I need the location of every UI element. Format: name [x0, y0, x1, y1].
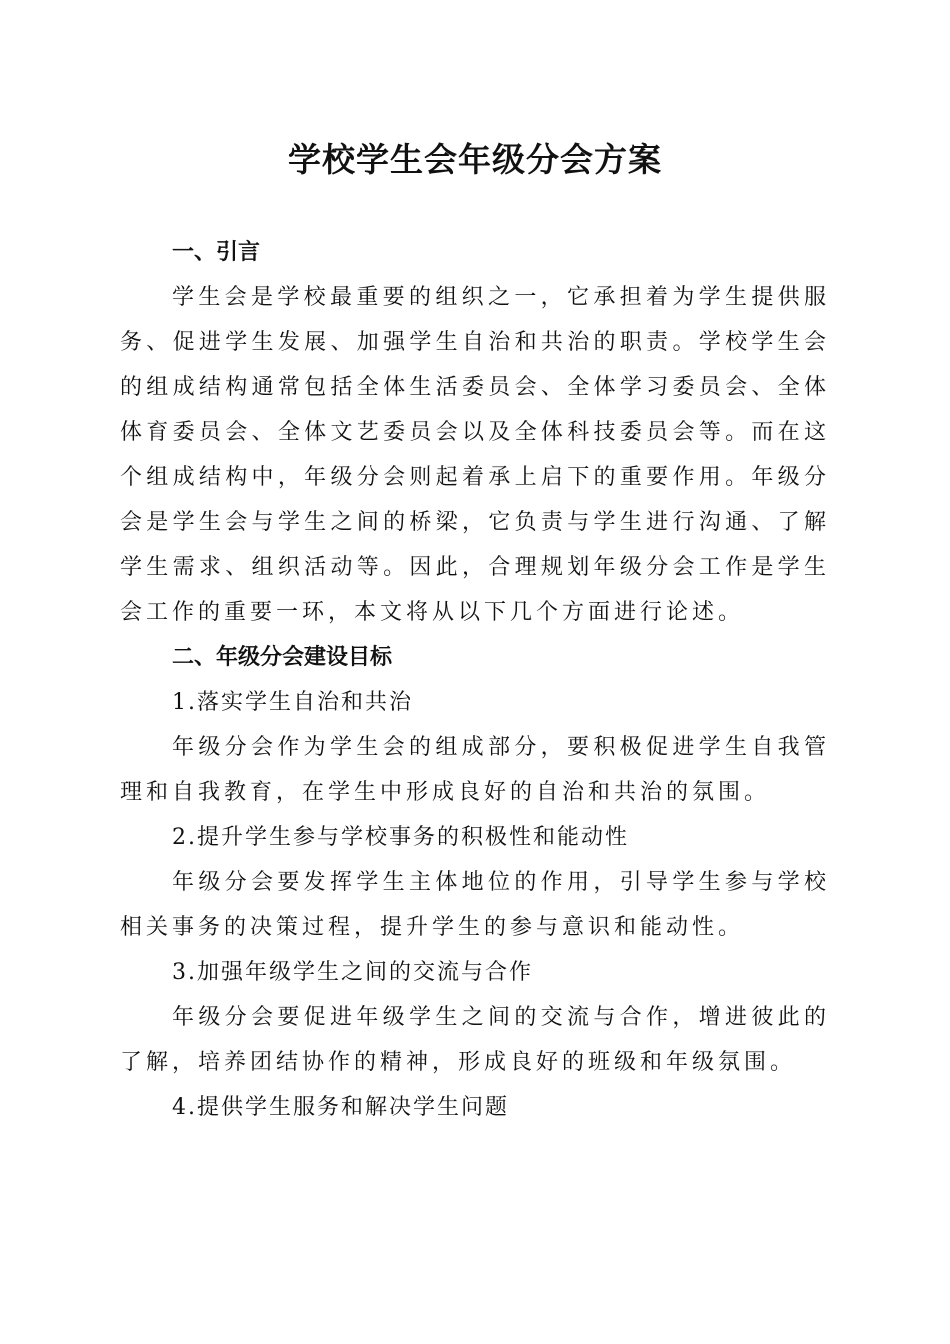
goal-item-title: 3.加强年级学生之间的交流与合作 — [172, 960, 533, 985]
document-title: 学校学生会年级分会方案 — [288, 140, 662, 179]
section-heading-goals: 二、年级分会建设目标 — [172, 645, 393, 670]
goal-item-text: 年级分会作为学生会的组成部分，要积极促进学生自我管理和自我教育，在学生中形成良好的自治和共治的氛围。 — [120, 735, 830, 805]
section-heading-introduction: 一、引言 — [172, 240, 261, 265]
goal-item-text: 年级分会要发挥学生主体地位的作用，引导学生参与学校相关事务的决策过程，提升学生的参与意识和能动性。 — [120, 870, 830, 940]
introduction-paragraph: 学生会是学校最重要的组织之一，它承担着为学生提供服务、促进学生发展、加强学生自治和共治的职责。学校学生会的组成结构通常包括全体生活委员会、全体学习委员会、全体体育委员会、全体文艺委员会以及全体科技委员会等。而在这个组成结构中，年级分会则起着承上启下的重要作用。年级分会是学生会与学生之间的桥梁，它负责与学生进行沟通、了解学生需求、组织活动等。因此，合理规划年级分会工作是学生会工作的重要一环，本文将从以下几个方面进行论述。 — [120, 285, 830, 625]
document-body — [120, 230, 830, 1130]
goal-item-title: 4.提供学生服务和解决学生问题 — [172, 1095, 509, 1120]
goal-item-text: 年级分会要促进年级学生之间的交流与合作，增进彼此的了解，培养团结协作的精神，形成良好的班级和年级氛围。 — [120, 1005, 830, 1075]
goal-item-title: 2.提升学生参与学校事务的积极性和能动性 — [172, 825, 629, 850]
goal-item-title: 1.落实学生自治和共治 — [172, 690, 413, 715]
